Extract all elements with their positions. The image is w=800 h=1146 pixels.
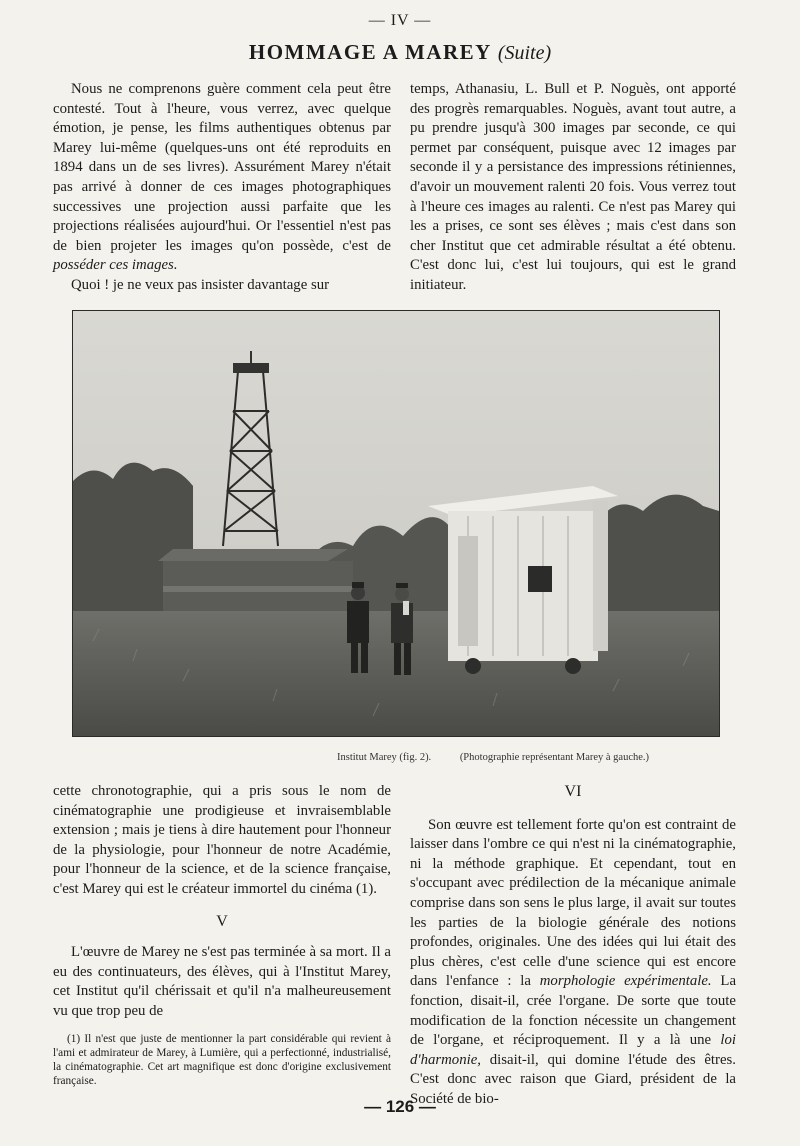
column-top-right [410,80,736,296]
title-suffix: (Suite) [497,42,552,64]
paragraph: temps, Athanasiu, L. Bull et P. Noguès, ont apporté des progrès remarquables. Noguès, avant tout autre, a pu prendre jusqu'à 300 images par seconde, ce qui permet par conséquent, puisque avec 12 images par seconde il y a persistance des impressions rétiniennes, d'avoir un mouvement ralenti 20 fois. Vous verrez tout à l'heure ces images au ralenti. Ce n'est pas Marey qui les a prises, ce sont ses élèves ; mais c'est dans son cher Institut que cet admirable résultat a été obtenu. C'est donc lui, c'est lui toujours, qui est le grand initiateur. [410,81,736,293]
emphasis-text: loi d'harmonie, [410,1032,736,1068]
caption-left: Institut Marey (fig. 2). [337,752,432,763]
column-bottom-right [410,782,736,1110]
column-bottom-left [53,782,391,1088]
paragraph [53,80,391,276]
paragraph: Quoi ! je ne veux pas insister davantage sur [71,276,330,293]
page-number-bottom: — 126 — [364,1097,436,1116]
paragraph-text: La fonction, disait-il, crée l'organe. De sorte que toute modification de la fonction nécessite un changement de l'organe, et réciproquement. Il y a là une [410,973,737,1049]
photo-illustration [73,311,719,736]
section-heading-v: V [216,912,228,930]
section-heading-vi: VI [564,783,582,800]
title-text: HOMMAGE A MAREY [248,40,492,64]
paragraph: L'œuvre de Marey ne s'est pas terminée à sa mort. Il a eu des continuateurs, des élèves, qui à l'Institut Marey, cet Institut qu'il chérissait et qu'il n'a malheureusement vu que trop peu de [53,944,391,1019]
caption-right: (Photographie représentant Marey à gauche.) [459,752,650,763]
emphasis-text: posséder ces images. [53,257,178,274]
figure-caption [337,752,737,763]
page-number-top: — IV — [368,12,432,29]
page-title [0,42,800,63]
footnote-text: (1) Il n'est que juste de mentionner la part considérable qui revient à l'ami et admirateur de Marey, à Lumière, qui a perfectionné, industrialisé, la cinématographie. Cet art magnifique est donc d'origine exclusivement française. [53,1032,391,1088]
column-top-left [53,80,391,296]
footnote [53,1032,391,1089]
paragraph-text: disait-il, qui domine l'étude des êtres. C'est donc avec raison que Giard, président de la Société de bio- [410,1051,736,1107]
paragraph-text: Nous ne comprenons guère comment cela peut être contesté. Tout à l'heure, vous verrez, avec quelque émotion, je pense, les films authentiques obtenus par Marey lui-même (quelques-uns ont été reproduits en 1894 dans un de ses livres). Assurément Marey n'était pas arrivé à donner de ces images photographiques successives une projection aussi parfaite que les projections réalisées aujourd'hui. Or l'essentiel n'est pas de bien projeter les images qu'on possède, c'est de [53,81,391,254]
paragraph [410,816,736,1110]
paragraph: cette chronotographie, qui a pris sous le nom de cinématographie une prodigieuse et invraisemblable extension ; mais je tiens à dire hautement pour l'honneur de la physiologie, pour l'honneur de notre Académie, pour l'honneur de la science, et de la science française, c'est Marey qui est le créateur immortel du cinéma (1). [53,783,391,897]
paragraph-text: Son œuvre est tellement forte qu'on est contraint de laisser dans l'ombre ce qui n'est ni la cinématographie, ni la méthode graphique. Et cependant, tout en s'occupant avec prédilection de la mécanique animale comprise dans son sens le plus large, il avait sur toutes les parties de la biologie générale des notions profondes, originales. Une des idées qui lui était des plus chères, c'est celle d'une science qui est encore dans l'enfance : la [410,816,736,990]
photo-institut-marey [72,310,720,737]
emphasis-text: morphologie expérimentale. [539,973,712,990]
